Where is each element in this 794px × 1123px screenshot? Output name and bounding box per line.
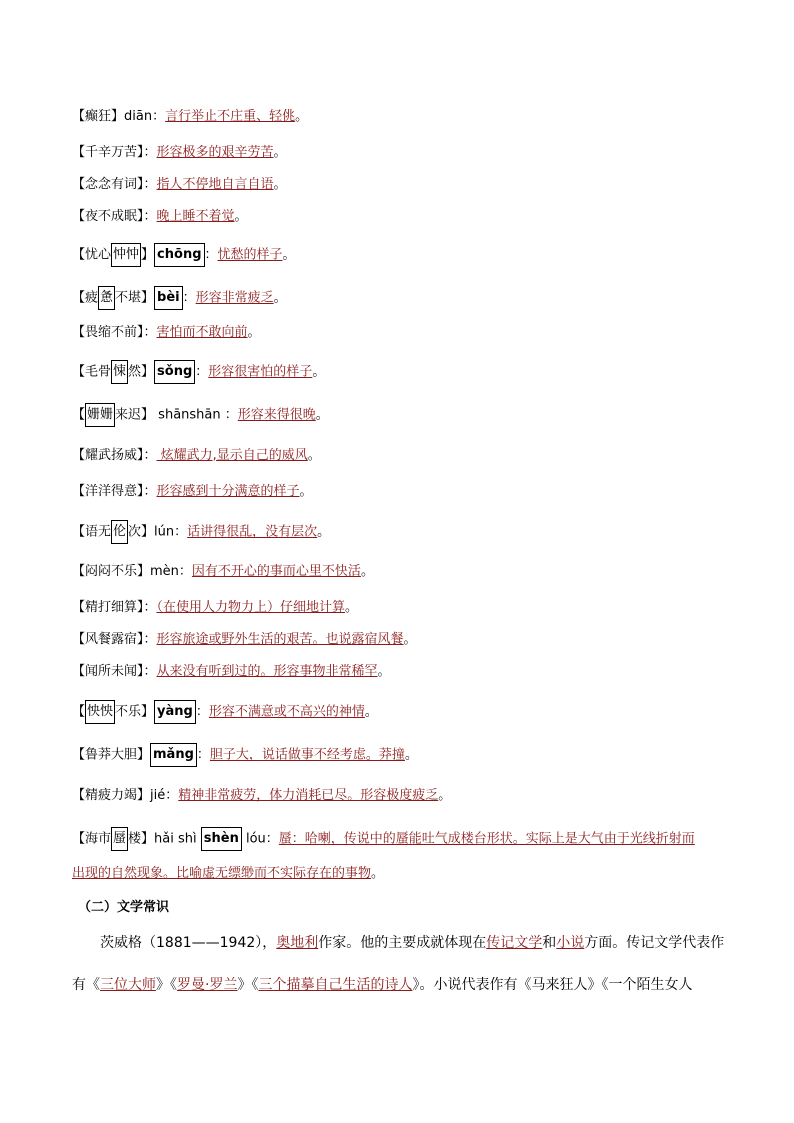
boxed-pinyin: yàng bbox=[154, 700, 196, 724]
entry-word-pre: 【疲 bbox=[72, 290, 99, 306]
entry-pinyin: jié： bbox=[150, 788, 179, 803]
entry-colon: ： bbox=[195, 704, 209, 720]
boxed-pinyin: chōng bbox=[154, 243, 204, 267]
entry-end: 。 bbox=[345, 600, 359, 615]
vocab-entry bbox=[72, 599, 358, 617]
entry-end: 。 bbox=[403, 632, 417, 647]
text: 》《 bbox=[237, 977, 259, 993]
entry-colon: ： bbox=[204, 247, 218, 263]
boxed-char: 蜃 bbox=[111, 827, 128, 851]
entry-end: 。 bbox=[295, 109, 309, 124]
entry-definition: 因有不开心的事而心里不快活 bbox=[191, 564, 361, 579]
entry-end: 。 bbox=[273, 177, 287, 192]
entry-word: 【闷闷不乐】 bbox=[72, 564, 151, 579]
vocab-entry bbox=[72, 243, 296, 267]
entry-definition: 形容来得很晚 bbox=[237, 407, 316, 423]
entry-colon: ： bbox=[195, 364, 209, 380]
entry-pinyin: diān： bbox=[124, 109, 166, 124]
text: 茨威格（1881——1942）， bbox=[100, 935, 277, 951]
entry-word-pre: 【 bbox=[72, 407, 86, 423]
entry-end: 。 bbox=[312, 364, 326, 380]
vocab-entry bbox=[72, 208, 248, 226]
vocab-entry bbox=[72, 631, 417, 649]
entry-colon: ： bbox=[182, 290, 196, 306]
underlined-text: 罗曼·罗兰 bbox=[177, 977, 238, 993]
boxed-pinyin: sǒng bbox=[154, 360, 195, 384]
entry-word: 【精打细算】： bbox=[72, 600, 157, 615]
entry-word-post: 不堪】 bbox=[115, 290, 155, 306]
vocab-entry bbox=[72, 176, 287, 194]
entry-word: 【精疲力竭】 bbox=[72, 788, 151, 803]
text: 有《 bbox=[72, 977, 100, 993]
entry-definition: 蜃：哈喇，传说中的蜃能吐气成楼台形状。实际上是大气由于光线折射而 bbox=[278, 831, 695, 847]
vocab-entry bbox=[72, 520, 330, 544]
entry-end: 。 bbox=[282, 247, 296, 263]
vocab-entry bbox=[72, 827, 695, 851]
entry-pinyin: lóu： bbox=[241, 831, 279, 847]
section-heading: （二）文学常识 bbox=[78, 900, 170, 915]
vocab-entry bbox=[72, 286, 287, 310]
entry-word-pre: 【语无 bbox=[72, 524, 112, 540]
vocab-entry-continued bbox=[72, 865, 384, 883]
entry-end: 。 bbox=[317, 524, 331, 540]
entry-word-pre: 【忧心 bbox=[72, 247, 112, 263]
entry-definition: 从来没有听到过的。形容事物非常稀罕 bbox=[156, 664, 378, 679]
text: 》。小说代表作有《马来狂人》《一个陌生女人 bbox=[412, 977, 693, 993]
entry-definition: 形容不满意或不高兴的神情 bbox=[208, 704, 365, 720]
entry-definition: 形容极多的艰辛劳苦 bbox=[156, 145, 274, 160]
entry-word: 【风餐露宿】： bbox=[72, 632, 157, 647]
entry-definition: 害怕而不敢向前 bbox=[156, 325, 248, 340]
boxed-char: 悚 bbox=[111, 360, 128, 384]
vocab-entry bbox=[72, 787, 451, 805]
entry-word: 【千辛万苦】： bbox=[72, 145, 157, 160]
entry-end: 。 bbox=[273, 290, 287, 306]
entry-word-post: 】 bbox=[141, 247, 155, 263]
entry-pinyin: lún： bbox=[154, 524, 188, 540]
entry-pinyin: hǎi shì bbox=[154, 831, 201, 847]
entry-pinyin: shānshān ： bbox=[154, 407, 238, 423]
underlined-text: 小说 bbox=[556, 935, 585, 951]
entry-definition: 出现的自然现象。比喻虚无缥缈而不实际存在的事物 bbox=[72, 866, 372, 881]
entry-word-post: 然】 bbox=[128, 364, 155, 380]
text: 和 bbox=[542, 935, 557, 951]
entry-definition: 忧愁的样子 bbox=[217, 247, 283, 263]
entry-end: 。 bbox=[247, 325, 261, 340]
entry-definition: 形容很害怕的样子 bbox=[208, 364, 313, 380]
entry-definition: 形容非常疲乏 bbox=[195, 290, 274, 306]
entry-end: 。 bbox=[315, 407, 329, 423]
paragraph-line bbox=[72, 975, 692, 995]
vocab-entry bbox=[72, 108, 308, 126]
vocab-entry bbox=[72, 483, 313, 501]
underlined-text: 三个描摹自己生活的诗人 bbox=[258, 977, 413, 993]
boxed-pinyin: mǎng bbox=[150, 743, 197, 767]
entry-end: 。 bbox=[234, 209, 248, 224]
entry-word-post: 不乐】 bbox=[115, 704, 155, 720]
boxed-char: 怏怏 bbox=[85, 700, 115, 724]
vocab-entry bbox=[72, 743, 418, 767]
entry-end: 。 bbox=[377, 664, 391, 679]
entry-word: 【癫狂】 bbox=[72, 109, 125, 124]
entry-end: 。 bbox=[299, 484, 313, 499]
entry-definition: 精神非常疲劳，体力消耗已尽。形容极度疲乏 bbox=[178, 788, 439, 803]
entry-word-post: 来迟】 bbox=[115, 407, 155, 423]
boxed-char: 忡忡 bbox=[111, 243, 141, 267]
entry-word: 【念念有词】： bbox=[72, 177, 157, 192]
text: 方面。传记文学代表作 bbox=[584, 935, 725, 951]
entry-word-pre: 【海市 bbox=[72, 831, 112, 847]
entry-word: 【畏缩不前】： bbox=[72, 325, 157, 340]
entry-definition: 话讲得很乱，没有层次 bbox=[187, 524, 318, 540]
entry-definition: 言行举止不庄重、轻佻 bbox=[165, 109, 296, 124]
entry-word: 【夜不成眠】： bbox=[72, 209, 157, 224]
entry-word-pre: 【 bbox=[72, 704, 86, 720]
entry-pinyin: mèn： bbox=[150, 564, 192, 579]
entry-end: 。 bbox=[273, 145, 287, 160]
underlined-text: 奥地利 bbox=[276, 935, 319, 951]
entry-definition: 炫耀武力,显示自己的威风 bbox=[156, 448, 308, 463]
entry-definition: 晚上睡不着觉 bbox=[156, 209, 235, 224]
entry-word-pre: 【毛骨 bbox=[72, 364, 112, 380]
entry-word: 【洋洋得意】： bbox=[72, 484, 157, 499]
vocab-entry bbox=[72, 563, 374, 581]
boxed-char: 姗姗 bbox=[85, 403, 115, 427]
vocab-entry bbox=[72, 144, 287, 162]
entry-word-post: 次】 bbox=[128, 524, 155, 540]
vocab-entry bbox=[72, 447, 321, 465]
underlined-text: 传记文学 bbox=[486, 935, 543, 951]
entry-colon: ： bbox=[196, 747, 210, 763]
entry-word: 【闻所未闻】： bbox=[72, 664, 157, 679]
vocab-entry bbox=[72, 663, 391, 681]
entry-definition: 形容感到十分满意的样子 bbox=[156, 484, 300, 499]
entry-definition: 形容旅途或野外生活的艰苦。也说露宿风餐 bbox=[156, 632, 404, 647]
entry-end: 。 bbox=[364, 704, 378, 720]
entry-definition: 胆子大，说话做事不经考虑。莽撞 bbox=[209, 747, 405, 763]
vocab-entry bbox=[72, 360, 325, 384]
underlined-text: 三位大师 bbox=[100, 977, 156, 993]
entry-end: 。 bbox=[360, 564, 374, 579]
vocab-entry bbox=[72, 700, 378, 724]
entry-end: 。 bbox=[307, 448, 321, 463]
text: 作家。他的主要成就体现在 bbox=[318, 935, 487, 951]
paragraph-line bbox=[100, 933, 724, 953]
entry-word: 【耀武扬威】： bbox=[72, 448, 157, 463]
vocab-entry bbox=[72, 403, 329, 427]
boxed-char: 惫 bbox=[98, 286, 115, 310]
text: 》《 bbox=[156, 977, 177, 993]
entry-definition: （在使用人力物力上）仔细地计算 bbox=[156, 600, 346, 615]
boxed-char: 伦 bbox=[111, 520, 128, 544]
boxed-pinyin: shèn bbox=[201, 827, 242, 851]
vocab-entry bbox=[72, 324, 261, 342]
entry-end: 。 bbox=[404, 747, 418, 763]
entry-word: 【鲁莽大胆】 bbox=[72, 747, 151, 763]
entry-end: 。 bbox=[438, 788, 452, 803]
entry-word-post: 楼】 bbox=[128, 831, 155, 847]
boxed-pinyin: bèi bbox=[154, 286, 183, 310]
entry-definition: 指人不停地自言自语 bbox=[156, 177, 274, 192]
entry-end: 。 bbox=[371, 866, 385, 881]
